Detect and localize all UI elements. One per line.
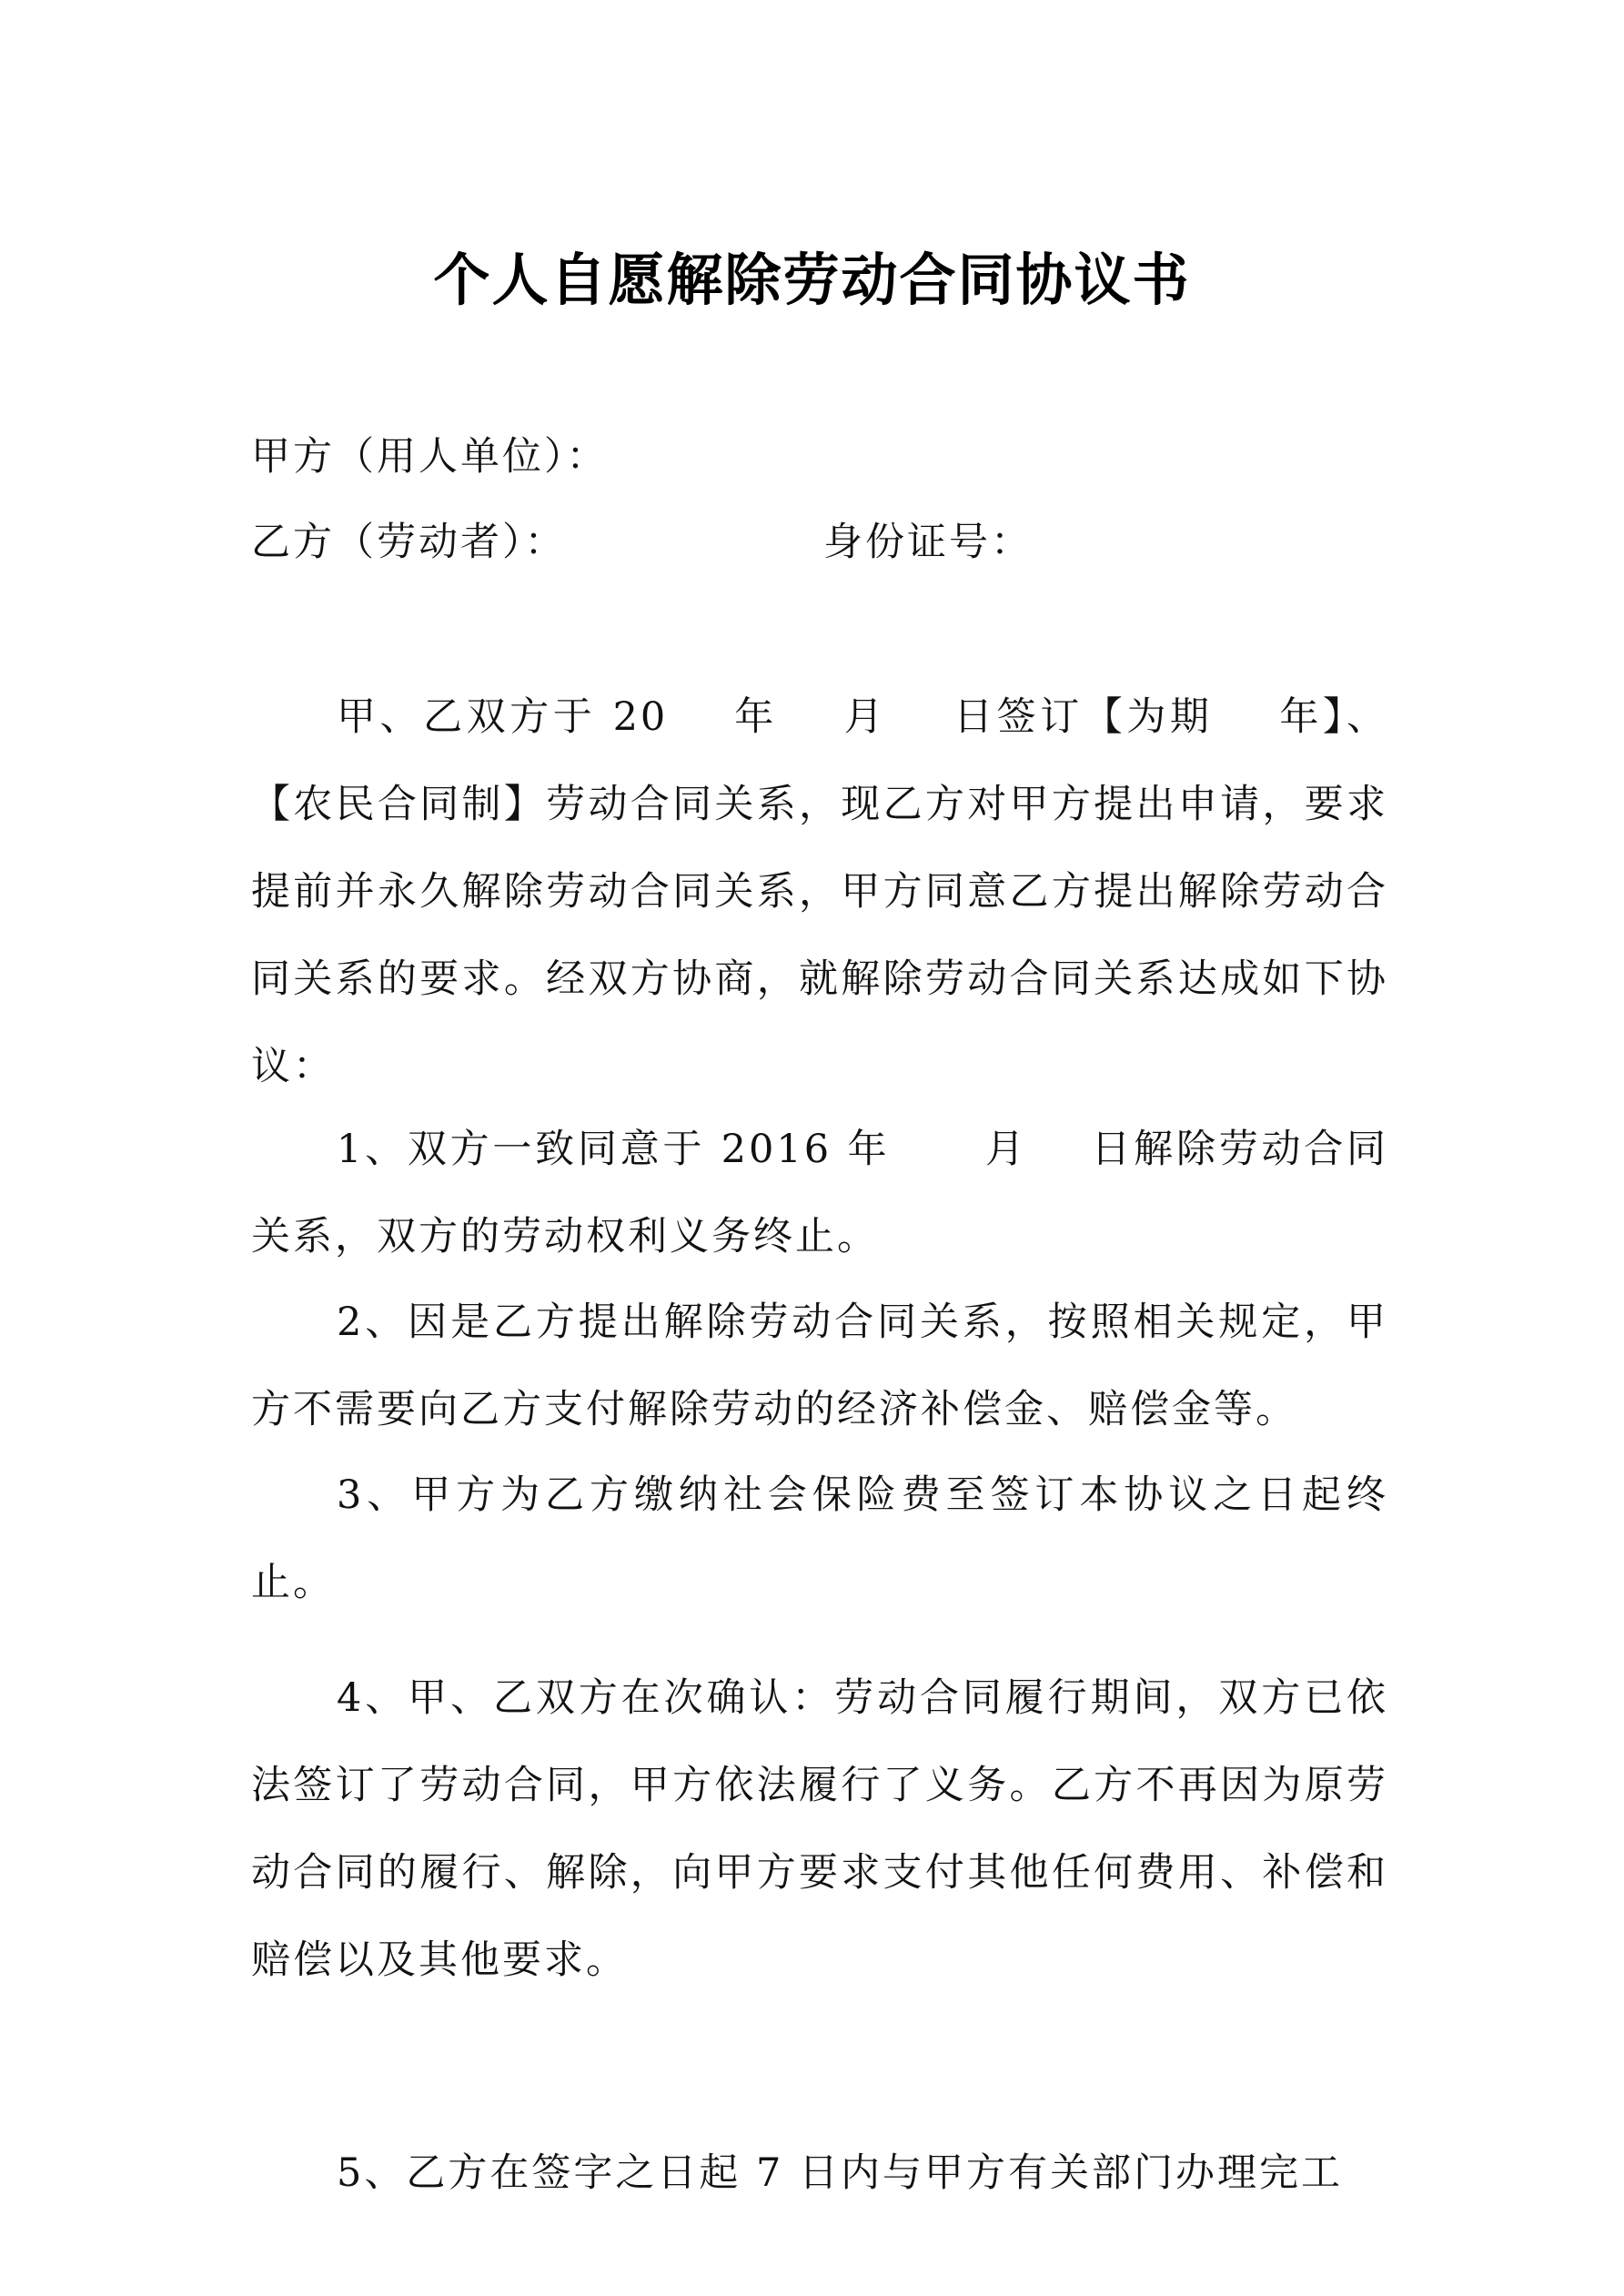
- clause-3: 3、甲方为乙方缴纳社会保险费至签订本协议之日起终止。: [251, 1472, 1388, 1605]
- document-title: 个人自愿解除劳动合同协议书: [433, 247, 1191, 313]
- clause-2: 2、因是乙方提出解除劳动合同关系，按照相关规定，甲方不需要向乙方支付解除劳动的经济补偿金、赔偿金等。: [251, 1300, 1388, 1432]
- intro-paragraph: 甲、乙双方于 20 年 月 日签订【为期 年】、【农民合同制】劳动合同关系，现乙方对甲方提出申请，要求提前并永久解除劳动合同关系，甲方同意乙方提出解除劳动合同关系的要求。经双方协商，就解除劳动合同关系达成如下协议：: [251, 694, 1388, 1089]
- clause-5: 5、乙方在签字之日起 7 日内与甲方有关部门办理完工: [337, 2150, 1344, 2196]
- id-number-label: 身份证号：: [823, 520, 1033, 565]
- party-a-label: 甲方（用人单位）：: [251, 434, 609, 480]
- clause-4: 4、甲、乙双方在次确认：劳动合同履行期间，双方已依法签订了劳动合同，甲方依法履行了义务。乙方不再因为原劳动合同的履行、解除，向甲方要求支付其他任何费用、补偿和赔偿以及其他要求。: [251, 1675, 1388, 1983]
- party-b-label: 乙方（劳动者）：: [251, 520, 567, 565]
- clause-1: 1、双方一致同意于 2016 年 月 日解除劳动合同关系，双方的劳动权利义务终止。: [251, 1127, 1388, 1259]
